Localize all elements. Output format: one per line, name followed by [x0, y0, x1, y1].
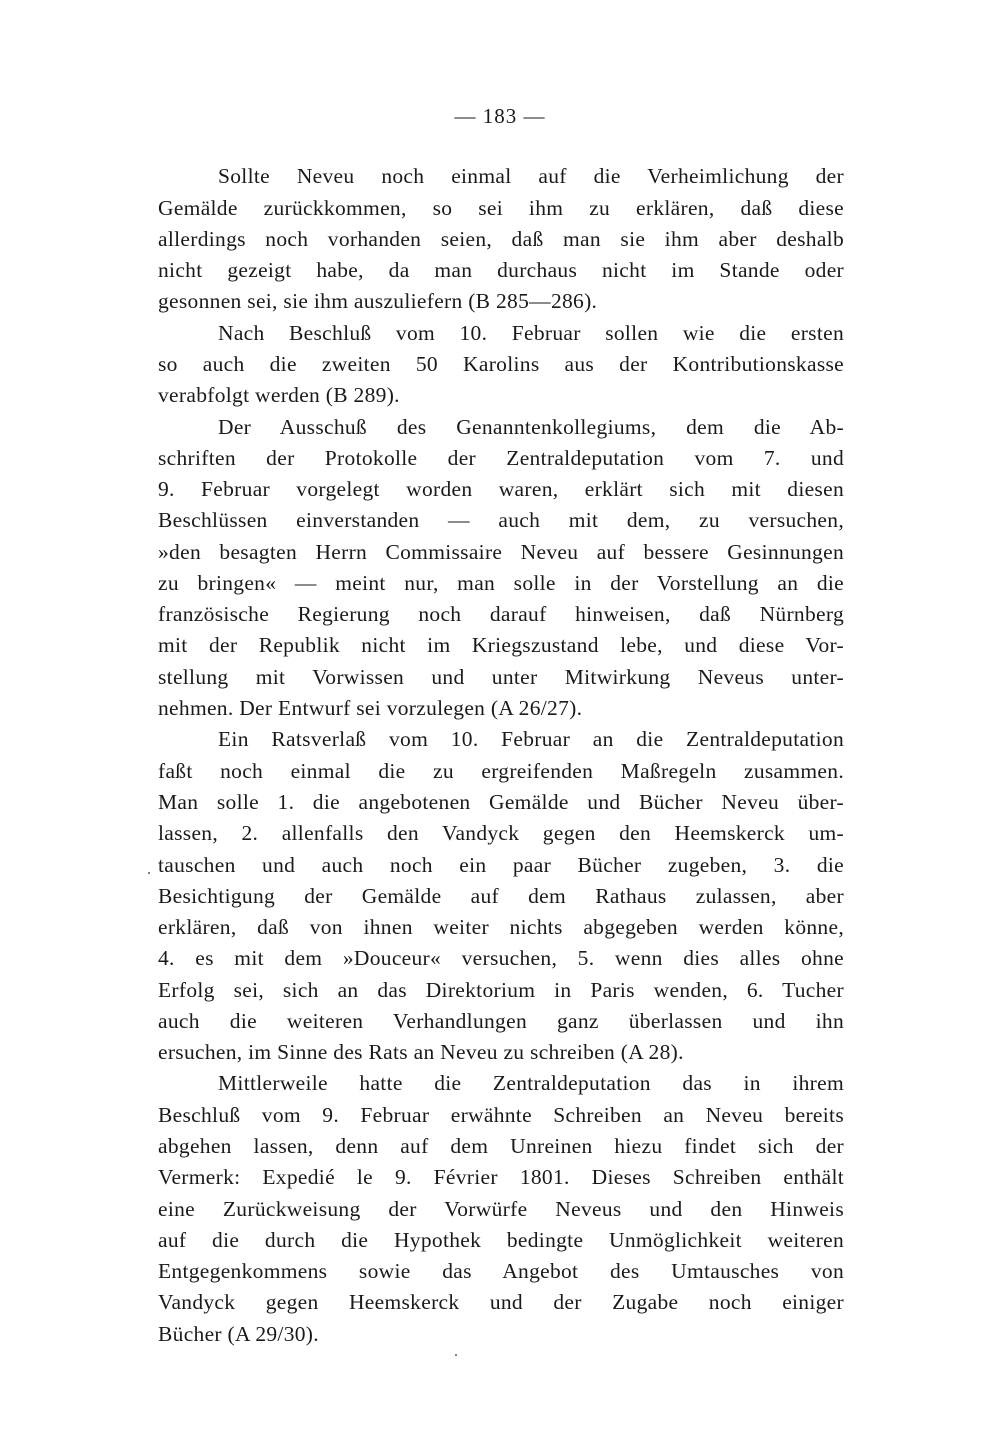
text-line: ersuchen, im Sinne des Rats an Neveu zu schreiben (A 28). [158, 1040, 684, 1064]
text-line: auch die weiteren Verhandlungen ganz überlassen und ihn [158, 1009, 844, 1033]
text-line: lassen, 2. allenfalls den Vandyck gegen den Heemskerck um- [158, 821, 844, 845]
text-line: Nach Beschluß vom 10. Februar sollen wie die ersten [218, 321, 844, 345]
text-line: Erfolg sei, sich an das Direktorium in Paris wenden, 6. Tucher [158, 978, 844, 1002]
text-line: 4. es mit dem »Douceur« versuchen, 5. wenn dies alles ohne [158, 946, 844, 970]
text-line: verabfolgt werden (B 289). [158, 383, 400, 407]
text-line: faßt noch einmal die zu ergreifenden Maßregeln zusammen. [158, 759, 844, 783]
page-number: — 183 — [454, 104, 546, 128]
text-line: Entgegenkommens sowie das Angebot des Umtausches von [158, 1259, 844, 1283]
text-line: eine Zurückweisung der Vorwürfe Neveus und den Hinweis [158, 1197, 844, 1221]
text-line: so auch die zweiten 50 Karolins aus der Kontributionskasse [158, 352, 844, 376]
text-line: allerdings noch vorhanden seien, daß man sie ihm aber deshalb [158, 227, 844, 251]
scan-speck [455, 1354, 457, 1356]
text-line: schriften der Protokolle der Zentraldeputation vom 7. und [158, 446, 844, 470]
text-line: 9. Februar vorgelegt worden waren, erklärt sich mit diesen [158, 477, 844, 501]
text-line: »den besagten Herrn Commissaire Neveu auf bessere Gesinnungen [158, 540, 844, 564]
text-line: Der Ausschuß des Genanntenkollegiums, dem die Ab- [218, 415, 844, 439]
text-line: Mittlerweile hatte die Zentraldeputation das in ihrem [218, 1071, 844, 1095]
text-line: Sollte Neveu noch einmal auf die Verheimlichung der [218, 164, 844, 188]
text-line: nicht gezeigt habe, da man durchaus nicht im Stande oder [158, 258, 844, 282]
text-line: Man solle 1. die angebotenen Gemälde und Bücher Neveu über- [158, 790, 844, 814]
text-line: abgehen lassen, denn auf dem Unreinen hiezu findet sich der [158, 1134, 844, 1158]
text-line: Besichtigung der Gemälde auf dem Rathaus zulassen, aber [158, 884, 844, 908]
text-line: Beschlüssen einverstanden — auch mit dem, zu versuchen, [158, 508, 844, 532]
scan-speck [148, 872, 150, 874]
text-line: Gemälde zurückkommen, so sei ihm zu erklären, daß diese [158, 196, 844, 220]
text-line: gesonnen sei, sie ihm auszuliefern (B 285—286). [158, 289, 598, 313]
text-line: französische Regierung noch darauf hinweisen, daß Nürnberg [158, 602, 844, 626]
text-line: Beschluß vom 9. Februar erwähnte Schreiben an Neveu bereits [158, 1103, 844, 1127]
text-line: stellung mit Vorwissen und unter Mitwirkung Neveus unter- [158, 665, 844, 689]
text-line: Vandyck gegen Heemskerck und der Zugabe noch einiger [158, 1290, 844, 1314]
text-line: mit der Republik nicht im Kriegszustand lebe, und diese Vor- [158, 633, 844, 657]
text-line: Ein Ratsverlaß vom 10. Februar an die Zentraldeputation [218, 727, 844, 751]
text-line: erklären, daß von ihnen weiter nichts abgegeben werden könne, [158, 915, 844, 939]
text-line: zu bringen« — meint nur, man solle in der Vorstellung an die [158, 571, 844, 595]
text-line: Bücher (A 29/30). [158, 1322, 319, 1346]
text-line: nehmen. Der Entwurf sei vorzulegen (A 26/27). [158, 696, 583, 720]
text-line: tauschen und auch noch ein paar Bücher zugeben, 3. die [158, 853, 844, 877]
text-line: auf die durch die Hypothek bedingte Unmöglichkeit weiteren [158, 1228, 844, 1252]
text-line: Vermerk: Expedié le 9. Février 1801. Dieses Schreiben enthält [158, 1165, 844, 1189]
